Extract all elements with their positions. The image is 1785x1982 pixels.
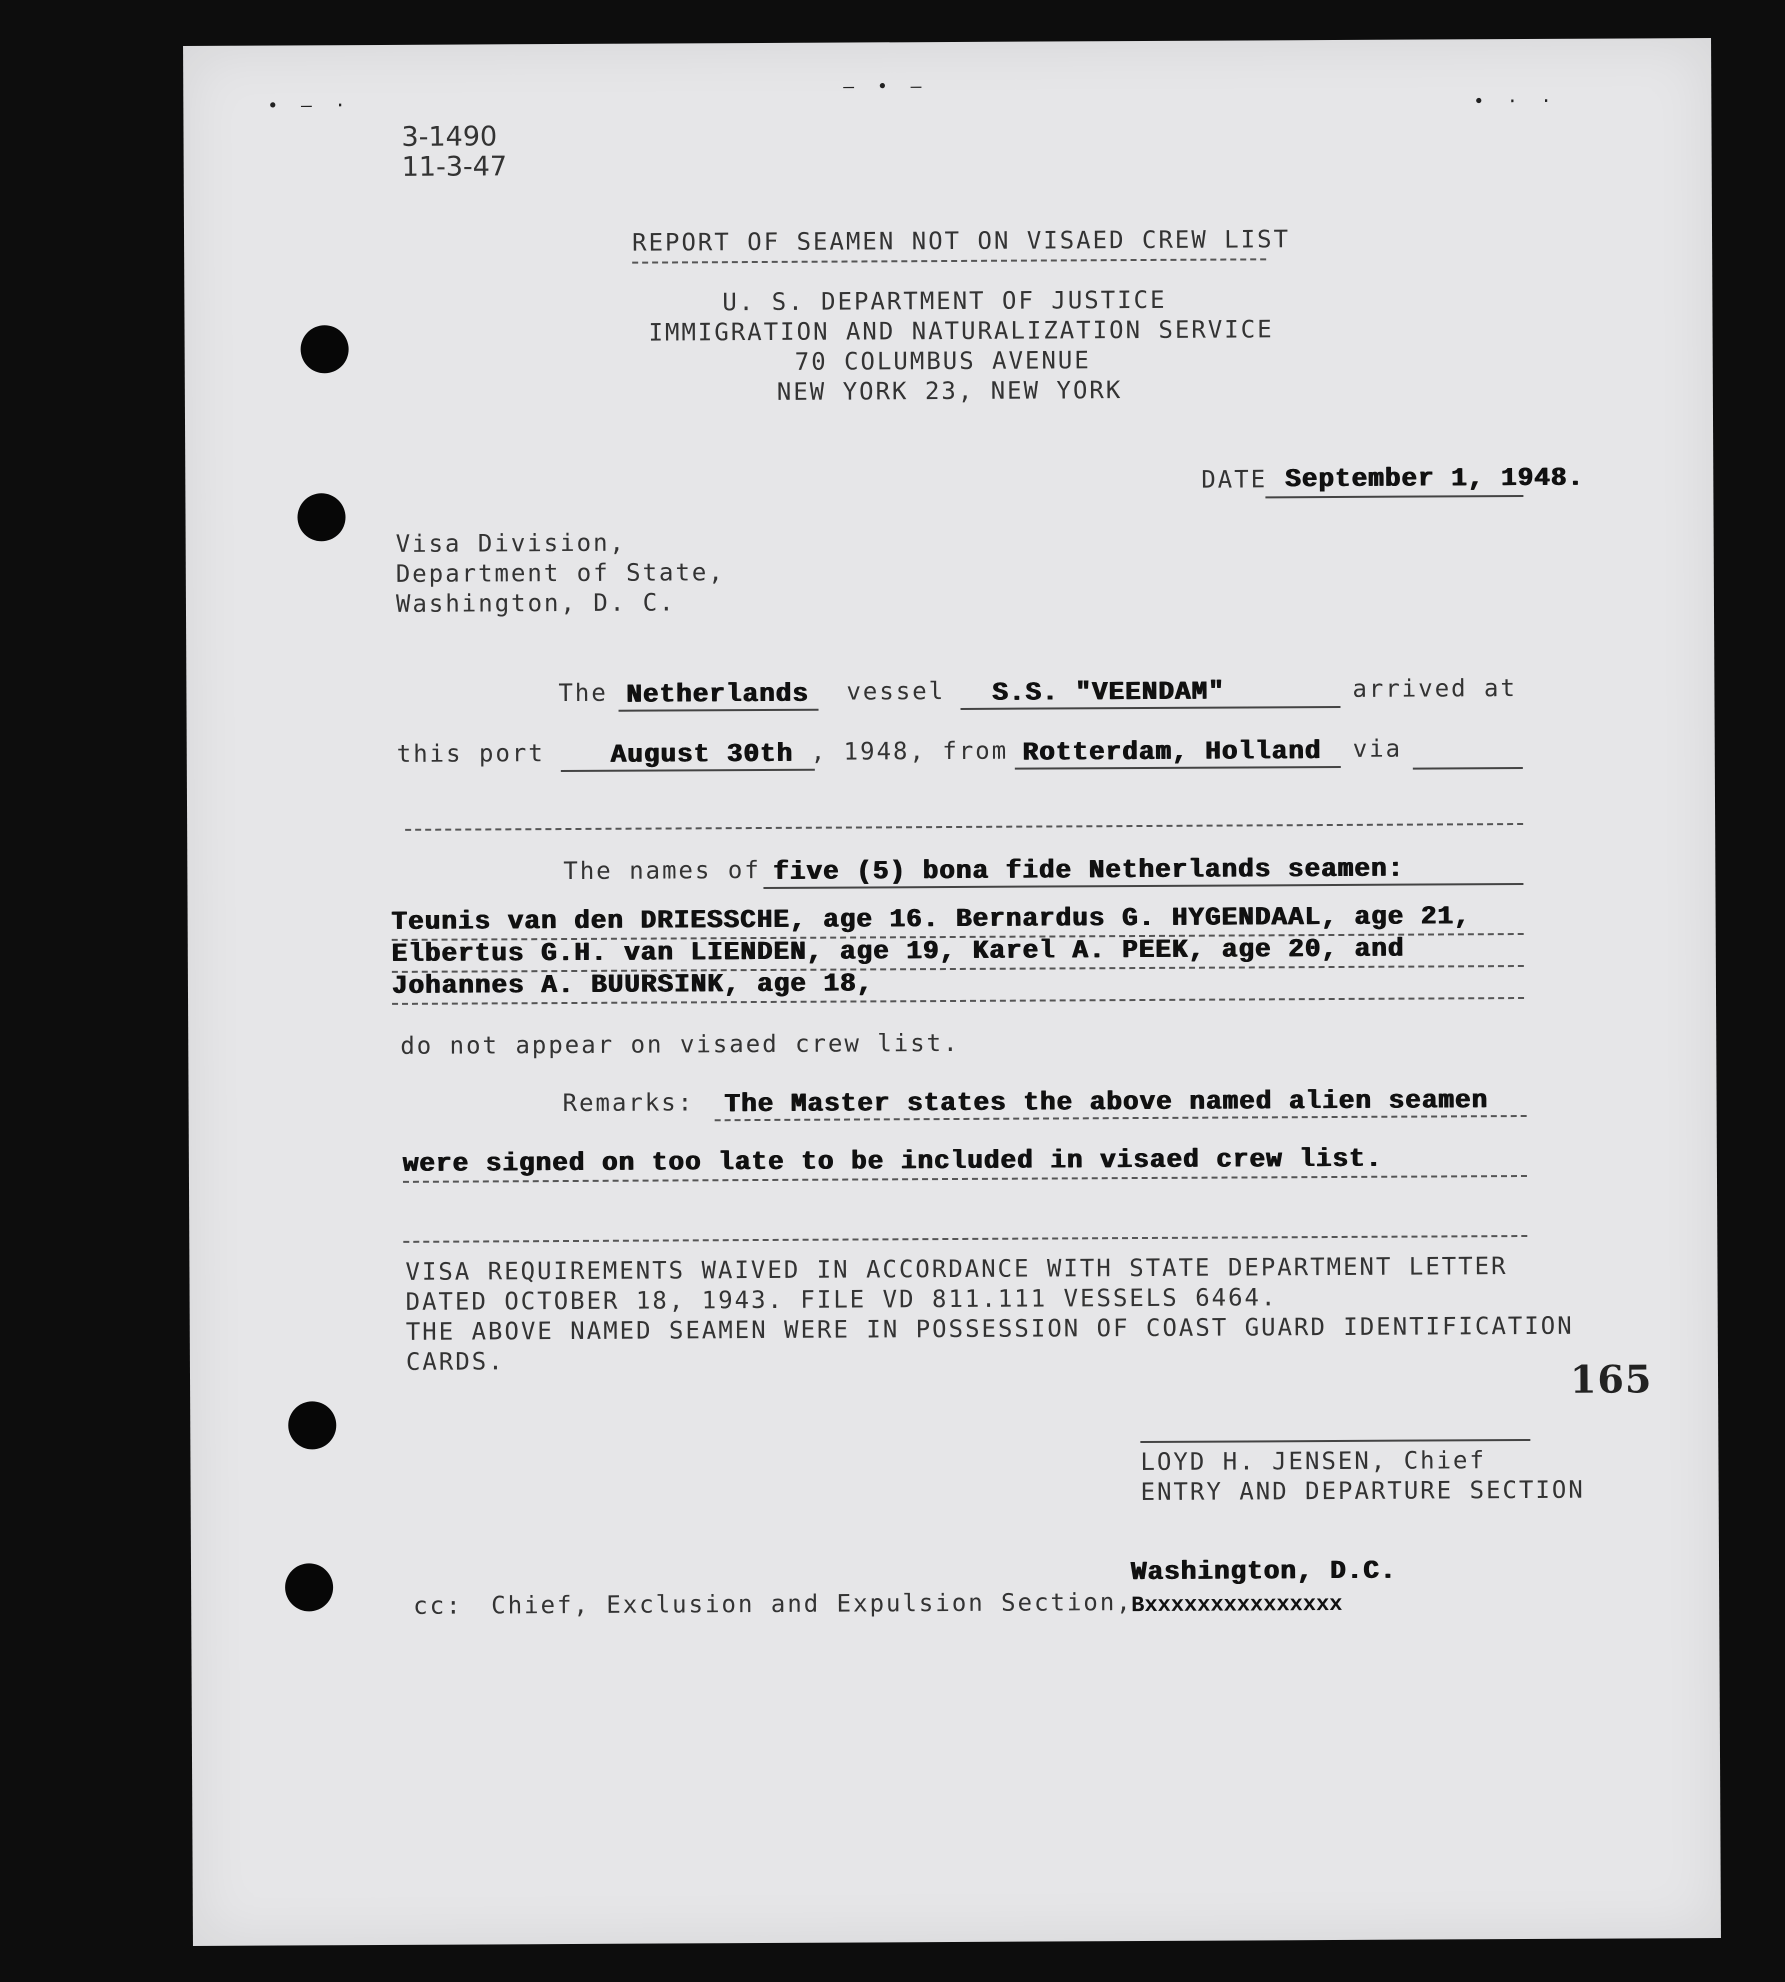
seamen-names-line-3: Johannes A. BUURSINK, age 18, [391,968,874,1001]
notice-line-3: THE ABOVE NAMED SEAMEN WERE IN POSSESSION OF COAST GUARD IDENTIFICATION [405,1311,1574,1346]
vessel-nationality: Netherlands [626,678,810,710]
blank-line [405,823,1523,831]
port-label: this port [396,739,545,768]
remarks-label: Remarks: [562,1088,695,1118]
date-label: DATE [1201,465,1268,494]
date-underline [1265,495,1523,498]
seamen-names-line-2: Elbertus G.H. van LIENDEN, age 19, Karel A. PEEK, age 20, and [391,933,1405,969]
seamen-count: five (5) bona fide Netherlands seamen: [773,853,1405,887]
arrival-the: The [558,678,608,708]
blank-line [403,1235,1527,1243]
signature-line [1140,1439,1530,1443]
names-intro: The names of [563,855,761,886]
addressee-line-1: Visa Division, [395,528,627,558]
punch-hole [288,1401,336,1449]
year-label: , 1948, from [810,736,1009,766]
title-underline [632,258,1266,263]
via-underline [1413,767,1523,770]
cc-recipient: Chief, Exclusion and Expulsion Section, [491,1588,1133,1620]
file-date: 11-3-47 [401,151,508,183]
notice-line-1: VISA REQUIREMENTS WAIVED IN ACCORDANCE WITH STATE DEPARTMENT LETTER [405,1252,1508,1286]
arrival-date: August 30th [610,738,794,770]
vessel-label: vessel [846,677,946,706]
file-code: 3-1490 [401,121,498,153]
punch-hole [285,1563,333,1611]
document-page [183,38,1721,1946]
signatory-section: ENTRY AND DEPARTURE SECTION [1140,1475,1585,1507]
page-number: 165 [1569,1356,1653,1402]
margin-mark: • – · [267,95,352,117]
agency-line-1: U. S. DEPARTMENT OF JUSTICE [722,285,1167,317]
origin-port: Rotterdam, Holland [1022,736,1322,768]
agency-line-3: 70 COLUMBUS AVENUE [794,346,1091,376]
seamen-names-line-1: Teunis van den DRIESSCHE, age 16. Bernardus G. HYGENDAAL, age 21, [391,901,1471,937]
cc-replacement-location: Washington, D.C. [1130,1555,1397,1588]
arrival-date-underline [561,769,815,772]
signatory-name: LOYD H. JENSEN, Chief [1140,1446,1486,1477]
origin-underline [1015,766,1341,770]
addressee-line-2: Department of State, [395,558,725,588]
notice-line-4: CARDS. [405,1347,505,1376]
cc-struck-text: Bxxxxxxxxxxxxxxx [1131,1591,1343,1619]
margin-mark: • · · [1473,90,1558,113]
date-value: September 1, 1948. [1285,462,1585,495]
via-label: via [1352,734,1403,763]
remarks-line-2: were signed on too late to be included in visaed crew list. [402,1143,1383,1179]
agency-line-2: IMMIGRATION AND NATURALIZATION SERVICE [648,315,1274,347]
remarks-line-1: The Master states the above named alien seamen [724,1085,1489,1120]
vessel-name: S.S. "VEENDAM" [992,676,1225,708]
notice-line-2: DATED OCTOBER 18, 1943. FILE VD 811.111 VESSELS 6464. [405,1283,1278,1316]
punch-hole [301,325,349,373]
addressee-line-3: Washington, D. C. [395,588,676,618]
names-outro: do not appear on visaed crew list. [400,1028,960,1060]
arrived-label: arrived at [1352,674,1517,703]
punch-hole [297,493,345,541]
nationality-underline [619,709,819,712]
cc-label: cc: [413,1591,463,1620]
report-title: REPORT OF SEAMEN NOT ON VISAED CREW LIST [631,225,1291,257]
agency-line-4: NEW YORK 23, NEW YORK [776,376,1123,406]
margin-mark: – • – [843,76,928,98]
